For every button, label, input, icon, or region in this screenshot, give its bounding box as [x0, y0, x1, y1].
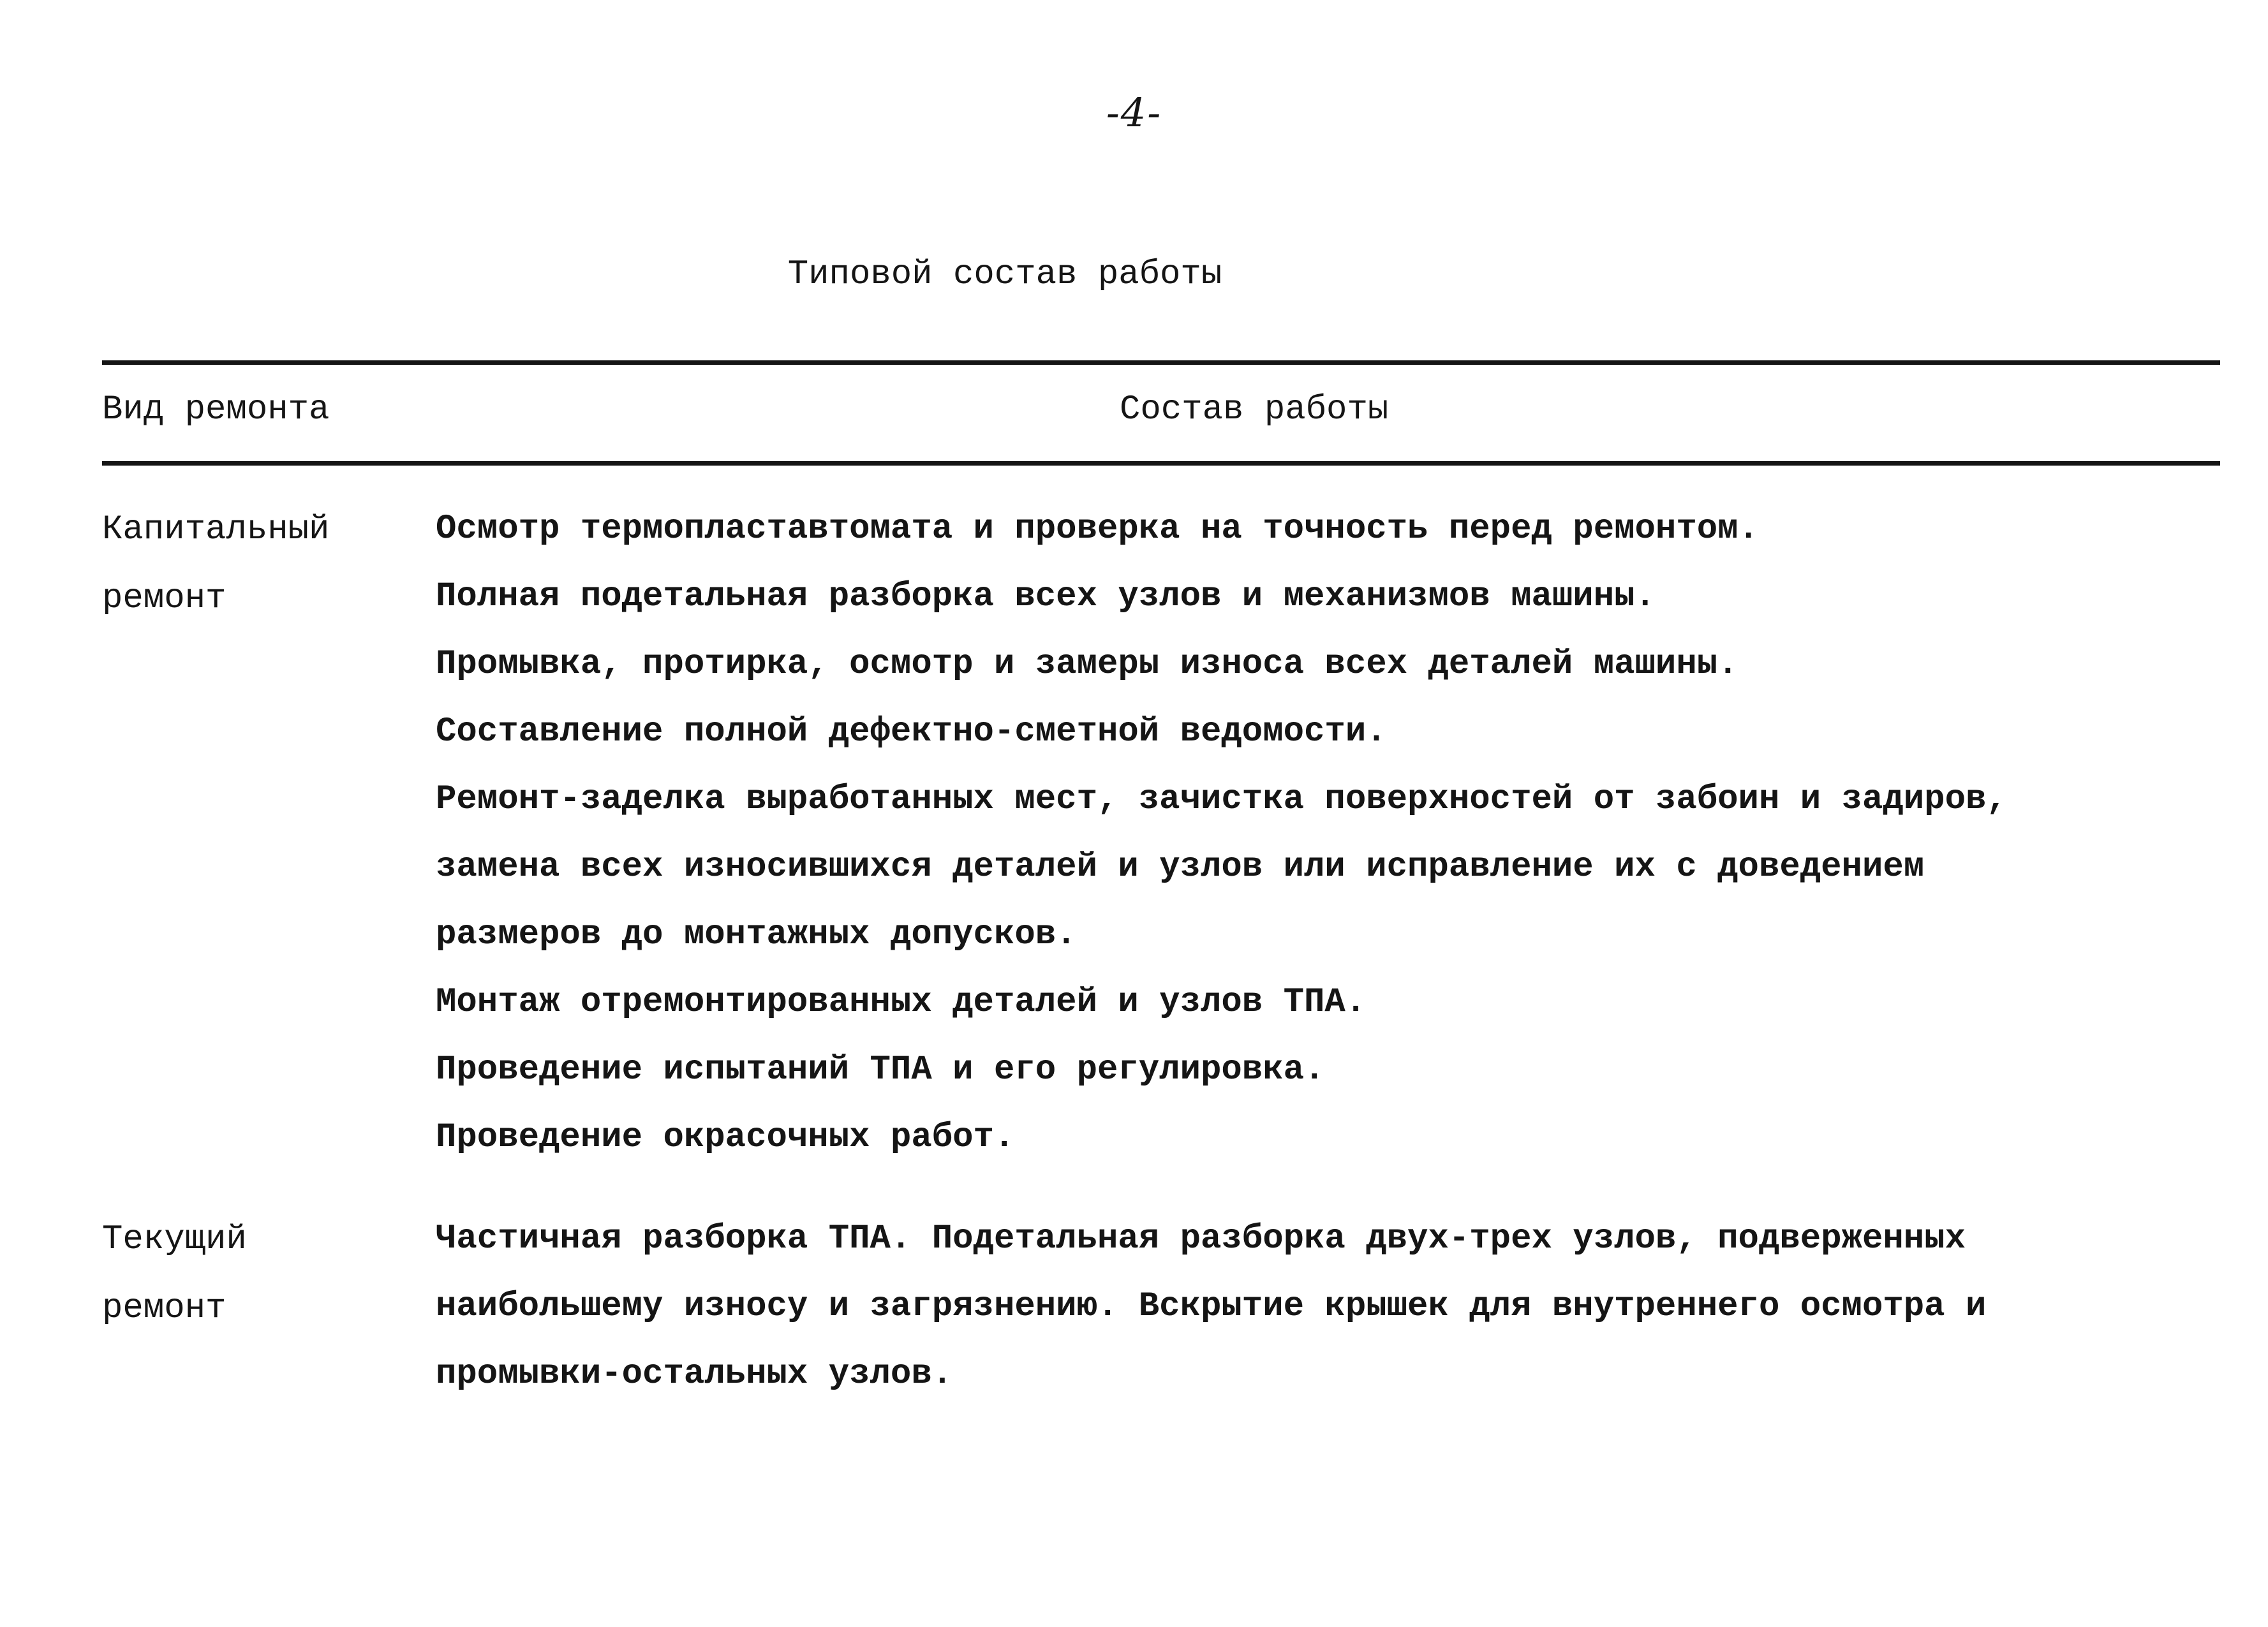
repair-type-line: ремонт: [102, 579, 226, 618]
work-list-capital: [436, 496, 2235, 1172]
work-line: замена всех износившихся деталей и узлов или исправление их с доведением: [436, 848, 1925, 887]
repair-type-capital: [102, 496, 329, 633]
work-line: промывки-остальных узлов.: [436, 1355, 953, 1394]
work-line: Частичная разборка ТПА. Подетальная разборка двух-трех узлов, подверженных: [436, 1219, 1966, 1258]
work-line: Проведение испытаний ТПА и его регулировка.: [436, 1050, 1325, 1089]
repair-type-line: Текущий: [102, 1220, 247, 1259]
work-line: Монтаж отремонтированных деталей и узлов ТПА.: [436, 983, 1367, 1022]
column-header-work-content: Состав работы: [1120, 390, 1389, 429]
column-header-repair-type: Вид ремонта: [102, 390, 330, 429]
repair-type-line: Капитальный: [102, 510, 330, 549]
work-line: наибольшему износу и загрязнению. Вскрытие крышек для внутреннего осмотра и: [436, 1287, 1987, 1326]
repair-type-current: [102, 1205, 247, 1343]
table-top-rule: [102, 360, 2220, 365]
work-line: Промывка, протирка, осмотр и замеры износа всех деталей машины.: [436, 645, 1738, 684]
page-number: -4-: [1106, 89, 1162, 136]
table-header-rule: [102, 461, 2220, 466]
work-line: Полная подетальная разборка всех узлов и механизмов машины.: [436, 577, 1656, 616]
work-line: Проведение окрасочных работ.: [436, 1118, 1015, 1157]
work-list-current: [436, 1205, 2235, 1408]
work-line: Ремонт-заделка выработанных мест, зачистка поверхностей от забоин и задиров,: [436, 780, 2007, 819]
repair-type-line: ремонт: [102, 1289, 226, 1328]
work-line: Осмотр термопластавтомата и проверка на точность перед ремонтом.: [436, 510, 1759, 548]
work-line: размеров до монтажных допусков.: [436, 915, 1077, 954]
document-title: Типовой состав работы: [787, 255, 1222, 294]
work-line: Составление полной дефектно-сметной ведомости.: [436, 712, 1387, 751]
